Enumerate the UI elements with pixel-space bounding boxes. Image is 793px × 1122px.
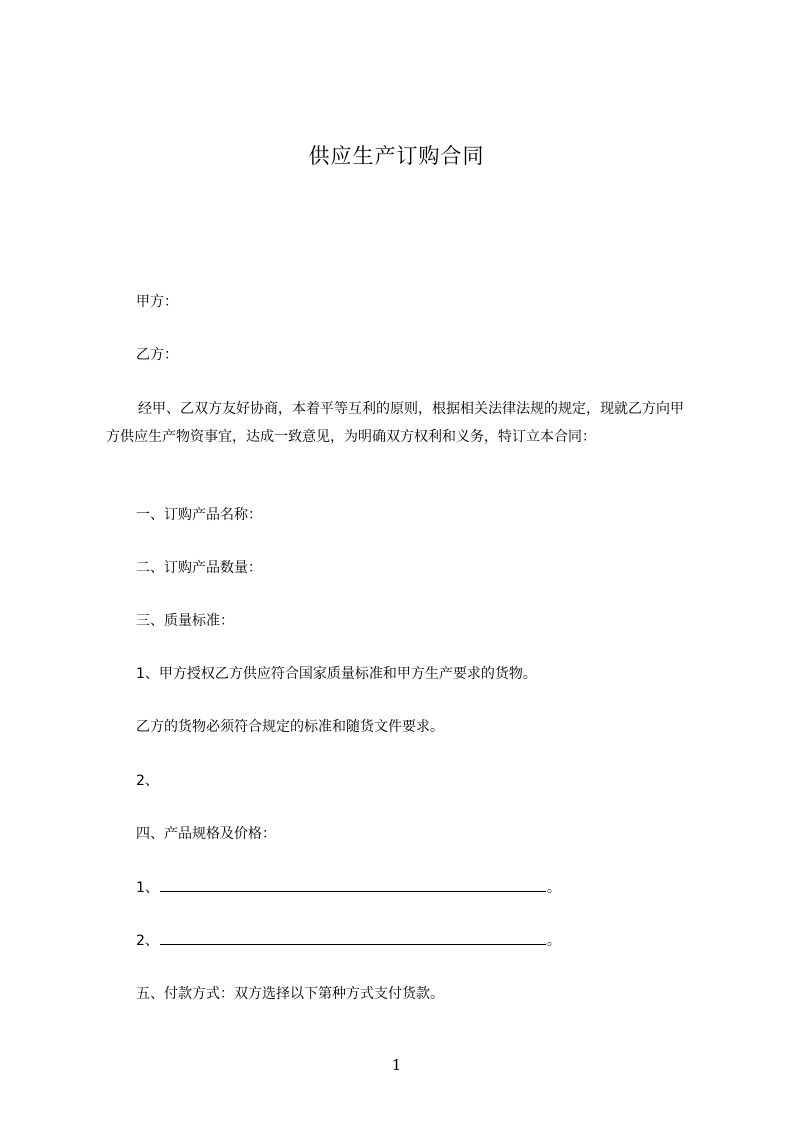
document-title: 供应生产订购合同 — [308, 144, 485, 168]
section-2-heading: 二、订购产品数量： — [136, 560, 262, 576]
spec-item-2-blank-line — [160, 930, 546, 945]
intro-paragraph — [106, 395, 696, 451]
quality-item-1: 1、甲方授权乙方供应符合国家质量标准和甲方生产要求的货物。 — [136, 666, 537, 682]
spec-item-2 — [136, 930, 561, 951]
spec-item-1-suffix: 。 — [546, 880, 561, 896]
spec-item-2-suffix: 。 — [546, 933, 561, 949]
section-3-heading: 三、质量标准： — [136, 613, 234, 629]
section-4-heading: 四、产品规格及价格： — [136, 826, 276, 842]
spec-item-1 — [136, 877, 561, 898]
spec-item-1-prefix: 1、 — [136, 880, 159, 896]
section-5-heading: 五、付款方式：双方选择以下第种方式支付货款。 — [136, 986, 444, 1002]
quality-item-2: 2、 — [136, 773, 159, 789]
intro-text: 经甲、乙双方友好协商，本着平等互利的原则，根据相关法律法规的规定，现就乙方向甲方供应生产物资事宜，达成一致意见，为明确双方权利和义务，特订立本合同： — [106, 401, 684, 445]
party-b-label: 乙方： — [136, 347, 178, 363]
spec-item-1-blank-line — [160, 877, 546, 892]
quality-note: 乙方的货物必须符合规定的标准和随货文件要求。 — [136, 719, 444, 735]
spec-item-2-prefix: 2、 — [136, 933, 159, 949]
section-1-heading: 一、订购产品名称： — [136, 507, 262, 523]
party-a-label: 甲方： — [136, 294, 178, 310]
page-number: 1 — [391, 1056, 402, 1074]
